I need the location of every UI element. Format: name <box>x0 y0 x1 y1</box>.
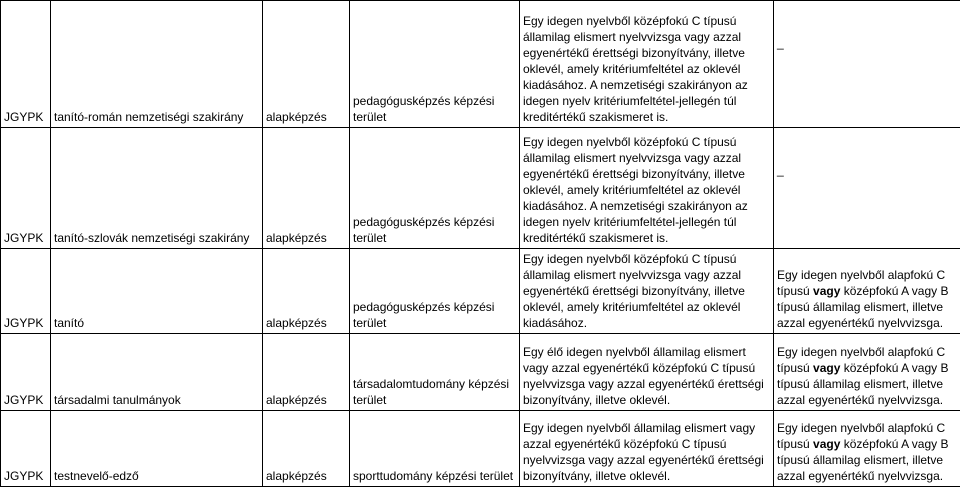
training-area-cell: társadalomtudomány képzési terület <box>350 334 520 411</box>
secondary-requirement-cell <box>774 411 960 487</box>
program-cell: tanító-szlovák nemzetiségi szakirány <box>51 128 263 249</box>
degree-type-cell: alapképzés <box>263 1 350 128</box>
language-requirement-cell: Egy idegen nyelvből középfokú C típusú államilag elismert nyelvvizsga vagy azzal egyenértékű érettségi bizonyítvány, illetve oklevél, amely kritériumfeltétel az oklevél kiadásához. <box>520 249 774 334</box>
table-row <box>1 334 960 411</box>
program-cell: testnevelő-edző <box>51 411 263 487</box>
requirement-emphasis: vagy <box>813 361 840 375</box>
program-cell: tanító <box>51 249 263 334</box>
table-row <box>1 411 960 487</box>
language-requirement-cell: Egy élő idegen nyelvből államilag elismert vagy azzal egyenértékű középfokú C típusú nyelvvizsga vagy azzal egyenértékű érettségi bizonyítvány, illetve oklevél. <box>520 334 774 411</box>
requirement-text: Egy idegen nyelvből alapfokú C típusú <box>777 345 945 375</box>
program-cell: tanító-román nemzetiségi szakirány <box>51 1 263 128</box>
secondary-requirement-cell <box>774 334 960 411</box>
training-area-cell: pedagógusképzés képzési terület <box>350 1 520 128</box>
language-requirement-cell: Egy idegen nyelvből középfokú C típusú államilag elismert nyelvvizsga vagy azzal egyenértékű érettségi bizonyítvány, illetve oklevél, amely kritériumfeltétel az oklevél kiadásához. A nemzetiségi szakirányon az idegen nyelv kritériumfeltétel-jellegén túl kreditértékű szakismeret is. <box>520 128 774 249</box>
requirement-emphasis: vagy <box>813 437 840 451</box>
institution-cell: JGYPK <box>1 334 51 411</box>
institution-cell: JGYPK <box>1 1 51 128</box>
requirement-text: középfokú A vagy B típusú államilag elismert, illetve azzal egyenértékű nyelvvizsga. <box>777 361 948 407</box>
table-row <box>1 1 960 128</box>
requirement-text: Egy idegen nyelvből alapfokú C típusú <box>777 268 945 298</box>
institution-cell: JGYPK <box>1 411 51 487</box>
institution-cell: JGYPK <box>1 249 51 334</box>
secondary-requirement-cell: _ <box>774 128 960 249</box>
table-row <box>1 128 960 249</box>
secondary-requirement-cell <box>774 249 960 334</box>
training-area-cell: pedagógusképzés képzési terület <box>350 249 520 334</box>
degree-type-cell: alapképzés <box>263 334 350 411</box>
degree-type-cell: alapképzés <box>263 249 350 334</box>
degree-type-cell: alapképzés <box>263 411 350 487</box>
requirement-emphasis: vagy <box>813 284 840 298</box>
secondary-requirement-cell: _ <box>774 1 960 128</box>
training-area-cell: sporttudomány képzési terület <box>350 411 520 487</box>
requirement-text: középfokú A vagy B típusú államilag elismert, illetve azzal egyenértékű nyelvvizsga. <box>777 284 948 330</box>
degree-type-cell: alapképzés <box>263 128 350 249</box>
language-requirement-cell: Egy idegen nyelvből államilag elismert vagy azzal egyenértékű középfokú C típusú nyelvvizsga vagy azzal egyenértékű érettségi bizonyítvány, illetve oklevél. <box>520 411 774 487</box>
training-area-cell: pedagógusképzés képzési terület <box>350 128 520 249</box>
requirement-text: Egy idegen nyelvből alapfokú C típusú <box>777 421 945 451</box>
program-cell: társadalmi tanulmányok <box>51 334 263 411</box>
institution-cell: JGYPK <box>1 128 51 249</box>
requirement-text: középfokú A vagy B típusú államilag elismert, illetve azzal egyenértékű nyelvvizsga. <box>777 437 948 483</box>
table-row <box>1 249 960 334</box>
language-requirement-cell: Egy idegen nyelvből középfokú C típusú államilag elismert nyelvvizsga vagy azzal egyenértékű érettségi bizonyítvány, illetve oklevél, amely kritériumfeltétel az oklevél kiadásához. A nemzetiségi szakirányon az idegen nyelv kritériumfeltétel-jellegén túl kreditértékű szakismeret is. <box>520 1 774 128</box>
